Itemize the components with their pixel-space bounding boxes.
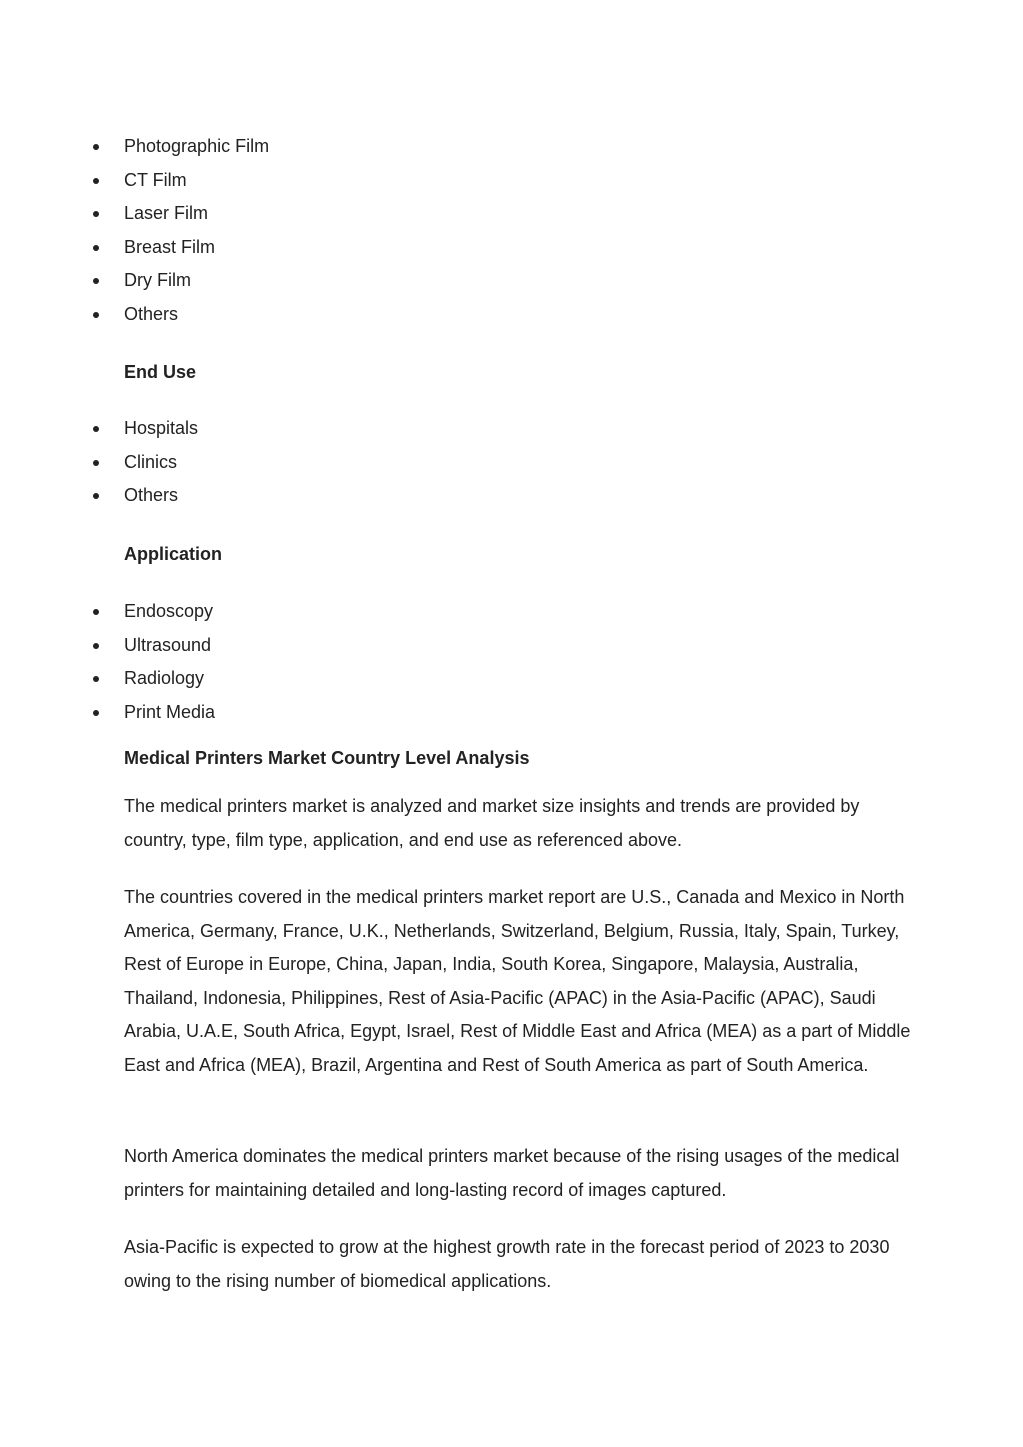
bullet-icon [93,178,99,184]
bullet-icon [93,710,99,716]
application-list [90,595,890,729]
list-item: Photographic Film [90,130,890,164]
paragraph-overview: The medical printers market is analyzed and market size insights and trends are provided by country, type, film type, application, and end use as referenced above. [124,796,860,850]
bullet-icon [93,609,99,615]
bullet-icon [93,144,99,150]
list-item: Hospitals [90,412,890,446]
paragraph-north-america: North America dominates the medical printers market because of the rising usages of the medical printers for maintaining detailed and long-lasting record of images captured. [124,1146,900,1200]
list-item: Dry Film [90,264,890,298]
bullet-icon [93,278,99,284]
list-item: Print Media [90,696,890,730]
paragraph-countries: The countries covered in the medical printers market report are U.S., Canada and Mexico in North America, Germany, France, U.K., Netherlands, Switzerland, Belgium, Russia, Italy, Spain, Turkey, Rest of Europe in Europe, China, Japan, India, South Korea, Singapore, Malaysia, Australia, Thailand, Indonesia, Philippines, Rest of Asia-Pacific (APAC) in the Asia-Pacific (APAC), Saudi Arabia, U.A.E, South Africa, Egypt, Israel, Rest of Middle East and Africa (MEA) as a part of Middle East and Africa (MEA), Brazil, Argentina and Rest of South America as part of South America. [124,887,911,1075]
list-item: Laser Film [90,197,890,231]
bullet-icon [93,426,99,432]
paragraph-asia-pacific: Asia-Pacific is expected to grow at the highest growth rate in the forecast period of 2023 to 2030 owing to the rising number of biomedical applications. [124,1237,890,1291]
list-item: Clinics [90,446,890,480]
list-item: Radiology [90,662,890,696]
film-type-list [90,130,890,332]
list-item: Endoscopy [90,595,890,629]
list-item: Ultrasound [90,629,890,663]
bullet-icon [93,460,99,466]
list-item: Others [90,298,890,332]
bullet-icon [93,211,99,217]
list-item: CT Film [90,164,890,198]
application-heading: Application [124,544,222,564]
list-item: Others [90,479,890,513]
bullet-icon [93,312,99,318]
country-analysis-heading: Medical Printers Market Country Level Analysis [124,748,530,768]
end-use-heading: End Use [124,362,197,382]
end-use-list [90,412,890,513]
bullet-icon [93,643,99,649]
bullet-icon [93,245,99,251]
list-item: Breast Film [90,231,890,265]
bullet-icon [93,676,99,682]
bullet-icon [93,493,99,499]
